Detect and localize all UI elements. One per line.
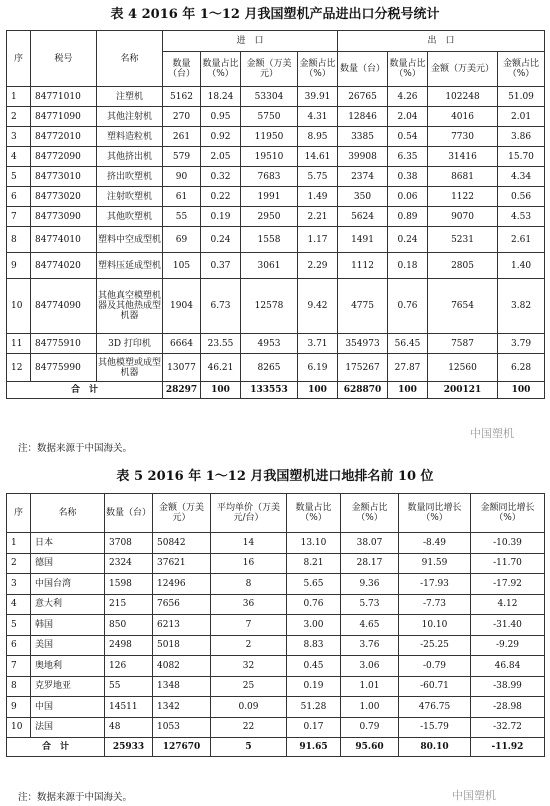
table4-row [7, 107, 545, 127]
value-cell: 5624 [338, 207, 388, 227]
value-cell: 215 [105, 594, 153, 615]
table5-top10-import-sources [6, 493, 545, 757]
value-cell: 1558 [241, 227, 298, 253]
header-cell: 数量占比（%） [287, 494, 341, 533]
value-cell: 14 [211, 533, 287, 554]
total-cell: 133553 [241, 382, 298, 399]
header-cell: 平均单价（万美元/台） [211, 494, 287, 533]
row-seq: 1 [7, 87, 31, 107]
total-label: 合 计 [7, 382, 163, 399]
value-cell: 3.71 [298, 334, 338, 354]
value-cell: 8 [211, 574, 287, 595]
value-cell: 14.61 [298, 147, 338, 167]
value-cell: -31.40 [471, 615, 545, 636]
tariff-code: 84771010 [31, 87, 97, 107]
value-cell: -17.93 [399, 574, 471, 595]
value-cell: 0.09 [211, 697, 287, 718]
value-cell: 2.61 [498, 227, 545, 253]
table5-row [7, 533, 545, 554]
tariff-code: 84775910 [31, 334, 97, 354]
value-cell: 6.19 [298, 354, 338, 382]
table5-source-note: 注：数据来源于中国海关。 [18, 792, 133, 803]
value-cell: 91.59 [399, 553, 471, 574]
value-cell: 0.22 [201, 187, 241, 207]
table4-row [7, 207, 545, 227]
value-cell: 0.37 [201, 253, 241, 279]
header-code: 税号 [31, 31, 97, 87]
row-seq: 7 [7, 207, 31, 227]
value-cell: 3.82 [498, 279, 545, 334]
row-seq: 1 [7, 533, 31, 554]
product-name: 其他模塑或成型机器 [97, 354, 163, 382]
product-name: 其他挤出机 [97, 147, 163, 167]
table4-title: 表 4 2016 年 1～12 月我国塑机产品进出口分税号统计 [110, 7, 440, 22]
value-cell: 4.26 [388, 87, 428, 107]
total-cell: 5 [211, 738, 287, 757]
tariff-code: 84774010 [31, 227, 97, 253]
row-seq: 9 [7, 253, 31, 279]
product-name: 3D 打印机 [97, 334, 163, 354]
table4-row [7, 334, 545, 354]
value-cell: 8.95 [298, 127, 338, 147]
value-cell: 55 [163, 207, 201, 227]
row-seq: 8 [7, 676, 31, 697]
table5-row [7, 717, 545, 738]
total-cell: 91.65 [287, 738, 341, 757]
row-seq: 2 [7, 107, 31, 127]
header-cell: 名称 [31, 494, 105, 533]
row-seq: 10 [7, 279, 31, 334]
value-cell: -25.25 [399, 635, 471, 656]
tariff-code: 84773090 [31, 207, 97, 227]
value-cell: 38.07 [341, 533, 399, 554]
product-name: 塑料中空成型机 [97, 227, 163, 253]
value-cell: 350 [338, 187, 388, 207]
table4-row [7, 227, 545, 253]
table5-row [7, 553, 545, 574]
value-cell: 28.17 [341, 553, 399, 574]
value-cell: 6.73 [201, 279, 241, 334]
row-seq: 10 [7, 717, 31, 738]
value-cell: 2324 [105, 553, 153, 574]
value-cell: 105 [163, 253, 201, 279]
header-cell: 金额占比（%） [341, 494, 399, 533]
value-cell: 0.76 [388, 279, 428, 334]
table4-row [7, 279, 545, 334]
header-seq: 序 [7, 31, 31, 87]
value-cell: 102248 [428, 87, 498, 107]
tariff-code: 84774020 [31, 253, 97, 279]
country-name: 意大利 [31, 594, 105, 615]
table4-row [7, 253, 545, 279]
value-cell: 4082 [153, 656, 211, 677]
value-cell: 12496 [153, 574, 211, 595]
value-cell: 46.84 [471, 656, 545, 677]
value-cell: -38.99 [471, 676, 545, 697]
value-cell: -7.73 [399, 594, 471, 615]
header-import-qty: 数量（台） [163, 52, 201, 87]
product-name: 注射吹塑机 [97, 187, 163, 207]
value-cell: 1.40 [498, 253, 545, 279]
total-cell: 28297 [163, 382, 201, 399]
table4-row [7, 87, 545, 107]
table4-total-row [7, 382, 545, 399]
value-cell: 18.24 [201, 87, 241, 107]
value-cell: 50842 [153, 533, 211, 554]
row-seq: 4 [7, 147, 31, 167]
country-name: 韩国 [31, 615, 105, 636]
row-seq: 7 [7, 656, 31, 677]
value-cell: 2.29 [298, 253, 338, 279]
table5-total-row [7, 738, 545, 757]
table4-row [7, 147, 545, 167]
value-cell: 1053 [153, 717, 211, 738]
value-cell: 6.35 [388, 147, 428, 167]
value-cell: 175267 [338, 354, 388, 382]
value-cell: 2.05 [201, 147, 241, 167]
value-cell: 4.31 [298, 107, 338, 127]
value-cell: 3.86 [498, 127, 545, 147]
value-cell: 0.19 [287, 676, 341, 697]
value-cell: -32.72 [471, 717, 545, 738]
table5-row [7, 574, 545, 595]
value-cell: 48 [105, 717, 153, 738]
value-cell: 9070 [428, 207, 498, 227]
tariff-code: 84772010 [31, 127, 97, 147]
table5-title: 表 5 2016 年 1～12 月我国塑机进口地排名前 10 位 [116, 469, 434, 484]
row-seq: 2 [7, 553, 31, 574]
value-cell: 0.95 [201, 107, 241, 127]
value-cell: 7683 [241, 167, 298, 187]
value-cell: 39.91 [298, 87, 338, 107]
total-cell: -11.92 [471, 738, 545, 757]
value-cell: 46.21 [201, 354, 241, 382]
value-cell: 55 [105, 676, 153, 697]
value-cell: 1.49 [298, 187, 338, 207]
total-label: 合 计 [7, 738, 105, 757]
value-cell: 0.54 [388, 127, 428, 147]
table4-row [7, 167, 545, 187]
value-cell: 4016 [428, 107, 498, 127]
value-cell: 16 [211, 553, 287, 574]
value-cell: 51.28 [287, 697, 341, 718]
value-cell: 0.17 [287, 717, 341, 738]
value-cell: 27.87 [388, 354, 428, 382]
tariff-code: 84775990 [31, 354, 97, 382]
header-cell: 序 [7, 494, 31, 533]
value-cell: 0.38 [388, 167, 428, 187]
total-cell: 100 [388, 382, 428, 399]
product-name: 其他注射机 [97, 107, 163, 127]
value-cell: 2950 [241, 207, 298, 227]
total-cell: 200121 [428, 382, 498, 399]
total-cell: 127670 [153, 738, 211, 757]
header-export-amount: 金额（万美元） [428, 52, 498, 87]
value-cell: 0.89 [388, 207, 428, 227]
table4-source-note: 注：数据来源于中国海关。 [18, 443, 133, 454]
value-cell: 69 [163, 227, 201, 253]
country-name: 美国 [31, 635, 105, 656]
value-cell: 1491 [338, 227, 388, 253]
row-seq: 3 [7, 574, 31, 595]
value-cell: 3385 [338, 127, 388, 147]
table5-row [7, 615, 545, 636]
value-cell: 1112 [338, 253, 388, 279]
table5-row [7, 594, 545, 615]
total-cell: 100 [298, 382, 338, 399]
table5-row [7, 676, 545, 697]
value-cell: 9.42 [298, 279, 338, 334]
product-name: 塑料压延成型机 [97, 253, 163, 279]
value-cell: 3.06 [341, 656, 399, 677]
header-export-amount-share: 金额占比（%） [498, 52, 545, 87]
table4-row [7, 354, 545, 382]
value-cell: 12560 [428, 354, 498, 382]
value-cell: -60.71 [399, 676, 471, 697]
table5-row [7, 656, 545, 677]
product-name: 其他吹塑机 [97, 207, 163, 227]
value-cell: 7730 [428, 127, 498, 147]
value-cell: -10.39 [471, 533, 545, 554]
row-seq: 8 [7, 227, 31, 253]
value-cell: 7587 [428, 334, 498, 354]
value-cell: -9.29 [471, 635, 545, 656]
value-cell: 36 [211, 594, 287, 615]
value-cell: 8265 [241, 354, 298, 382]
header-export-qty: 数量（台） [338, 52, 388, 87]
table5-row [7, 697, 545, 718]
value-cell: 1342 [153, 697, 211, 718]
value-cell: 5018 [153, 635, 211, 656]
value-cell: 7 [211, 615, 287, 636]
row-seq: 6 [7, 635, 31, 656]
value-cell: 476.75 [399, 697, 471, 718]
value-cell: 0.76 [287, 594, 341, 615]
value-cell: 1.00 [341, 697, 399, 718]
value-cell: -17.92 [471, 574, 545, 595]
value-cell: 9.36 [341, 574, 399, 595]
tariff-code: 84773010 [31, 167, 97, 187]
value-cell: 2498 [105, 635, 153, 656]
value-cell: 270 [163, 107, 201, 127]
value-cell: 0.79 [341, 717, 399, 738]
value-cell: 15.70 [498, 147, 545, 167]
table5-row [7, 635, 545, 656]
value-cell: 5.65 [287, 574, 341, 595]
value-cell: 4.53 [498, 207, 545, 227]
table4-row [7, 187, 545, 207]
value-cell: -15.79 [399, 717, 471, 738]
value-cell: 0.56 [498, 187, 545, 207]
country-name: 奥地利 [31, 656, 105, 677]
value-cell: 1.17 [298, 227, 338, 253]
tariff-code: 84771090 [31, 107, 97, 127]
watermark: 中国塑机 [452, 789, 496, 802]
row-seq: 12 [7, 354, 31, 382]
country-name: 法国 [31, 717, 105, 738]
total-cell: 628870 [338, 382, 388, 399]
value-cell: 5231 [428, 227, 498, 253]
value-cell: 4953 [241, 334, 298, 354]
value-cell: 1122 [428, 187, 498, 207]
value-cell: 8681 [428, 167, 498, 187]
header-cell: 金额同比增长（%） [471, 494, 545, 533]
value-cell: 1991 [241, 187, 298, 207]
value-cell: 4775 [338, 279, 388, 334]
header-export: 出 口 [338, 31, 545, 52]
country-name: 克罗地亚 [31, 676, 105, 697]
value-cell: 0.92 [201, 127, 241, 147]
row-seq: 6 [7, 187, 31, 207]
value-cell: 56.45 [388, 334, 428, 354]
value-cell: 1598 [105, 574, 153, 595]
total-cell: 80.10 [399, 738, 471, 757]
value-cell: 3.00 [287, 615, 341, 636]
value-cell: 4.12 [471, 594, 545, 615]
header-import: 进 口 [163, 31, 338, 52]
value-cell: 61 [163, 187, 201, 207]
header-cell: 数量（台） [105, 494, 153, 533]
value-cell: 8.83 [287, 635, 341, 656]
product-name: 注塑机 [97, 87, 163, 107]
value-cell: 0.24 [388, 227, 428, 253]
header-cell: 数量同比增长（%） [399, 494, 471, 533]
value-cell: 2.04 [388, 107, 428, 127]
value-cell: 12578 [241, 279, 298, 334]
header-import-qty-share: 数量占比（%） [201, 52, 241, 87]
product-name: 挤出吹塑机 [97, 167, 163, 187]
value-cell: 10.10 [399, 615, 471, 636]
value-cell: 51.09 [498, 87, 545, 107]
value-cell: 0.32 [201, 167, 241, 187]
value-cell: -11.70 [471, 553, 545, 574]
value-cell: 22 [211, 717, 287, 738]
row-seq: 9 [7, 697, 31, 718]
value-cell: 5.75 [298, 167, 338, 187]
country-name: 德国 [31, 553, 105, 574]
header-import-amount: 金额（万美元） [241, 52, 298, 87]
value-cell: 1.01 [341, 676, 399, 697]
value-cell: 0.45 [287, 656, 341, 677]
value-cell: 39908 [338, 147, 388, 167]
value-cell: -0.79 [399, 656, 471, 677]
value-cell: 19510 [241, 147, 298, 167]
value-cell: 7654 [428, 279, 498, 334]
value-cell: 14511 [105, 697, 153, 718]
value-cell: 5.73 [341, 594, 399, 615]
header-export-qty-share: 数量占比（%） [388, 52, 428, 87]
table4-import-export-by-tariff [6, 30, 545, 399]
value-cell: 12846 [338, 107, 388, 127]
watermark: 中国塑机 [470, 427, 514, 440]
value-cell: 13.10 [287, 533, 341, 554]
value-cell: 0.18 [388, 253, 428, 279]
tariff-code: 84772090 [31, 147, 97, 167]
tariff-code: 84773020 [31, 187, 97, 207]
value-cell: 53304 [241, 87, 298, 107]
header-import-amount-share: 金额占比（%） [298, 52, 338, 87]
table4-row [7, 127, 545, 147]
value-cell: 0.24 [201, 227, 241, 253]
value-cell: 2.21 [298, 207, 338, 227]
value-cell: 0.19 [201, 207, 241, 227]
country-name: 中国 [31, 697, 105, 718]
value-cell: 32 [211, 656, 287, 677]
value-cell: 2.01 [498, 107, 545, 127]
value-cell: 354973 [338, 334, 388, 354]
value-cell: 3061 [241, 253, 298, 279]
total-cell: 100 [201, 382, 241, 399]
value-cell: 126 [105, 656, 153, 677]
value-cell: 0.06 [388, 187, 428, 207]
product-name: 其他真空模塑机器及其他热成型机器 [97, 279, 163, 334]
value-cell: 850 [105, 615, 153, 636]
header-cell: 金额（万美元） [153, 494, 211, 533]
value-cell: 1904 [163, 279, 201, 334]
value-cell: 5750 [241, 107, 298, 127]
total-cell: 25933 [105, 738, 153, 757]
country-name: 日本 [31, 533, 105, 554]
row-seq: 4 [7, 594, 31, 615]
row-seq: 5 [7, 167, 31, 187]
value-cell: 23.55 [201, 334, 241, 354]
value-cell: 11950 [241, 127, 298, 147]
value-cell: 2374 [338, 167, 388, 187]
value-cell: 4.34 [498, 167, 545, 187]
value-cell: 3.76 [341, 635, 399, 656]
value-cell: 261 [163, 127, 201, 147]
value-cell: -8.49 [399, 533, 471, 554]
value-cell: 3.79 [498, 334, 545, 354]
value-cell: 5162 [163, 87, 201, 107]
value-cell: 25 [211, 676, 287, 697]
value-cell: 1348 [153, 676, 211, 697]
total-cell: 95.60 [341, 738, 399, 757]
total-cell: 100 [498, 382, 545, 399]
value-cell: 90 [163, 167, 201, 187]
row-seq: 3 [7, 127, 31, 147]
value-cell: 13077 [163, 354, 201, 382]
value-cell: 37621 [153, 553, 211, 574]
header-name: 名称 [97, 31, 163, 87]
value-cell: 2805 [428, 253, 498, 279]
value-cell: 7656 [153, 594, 211, 615]
row-seq: 11 [7, 334, 31, 354]
value-cell: 26765 [338, 87, 388, 107]
value-cell: 6664 [163, 334, 201, 354]
tariff-code: 84774090 [31, 279, 97, 334]
value-cell: 8.21 [287, 553, 341, 574]
value-cell: 579 [163, 147, 201, 167]
value-cell: 6213 [153, 615, 211, 636]
value-cell: -28.98 [471, 697, 545, 718]
value-cell: 31416 [428, 147, 498, 167]
value-cell: 3708 [105, 533, 153, 554]
value-cell: 4.65 [341, 615, 399, 636]
value-cell: 6.28 [498, 354, 545, 382]
value-cell: 2 [211, 635, 287, 656]
row-seq: 5 [7, 615, 31, 636]
product-name: 塑料造粒机 [97, 127, 163, 147]
country-name: 中国台湾 [31, 574, 105, 595]
